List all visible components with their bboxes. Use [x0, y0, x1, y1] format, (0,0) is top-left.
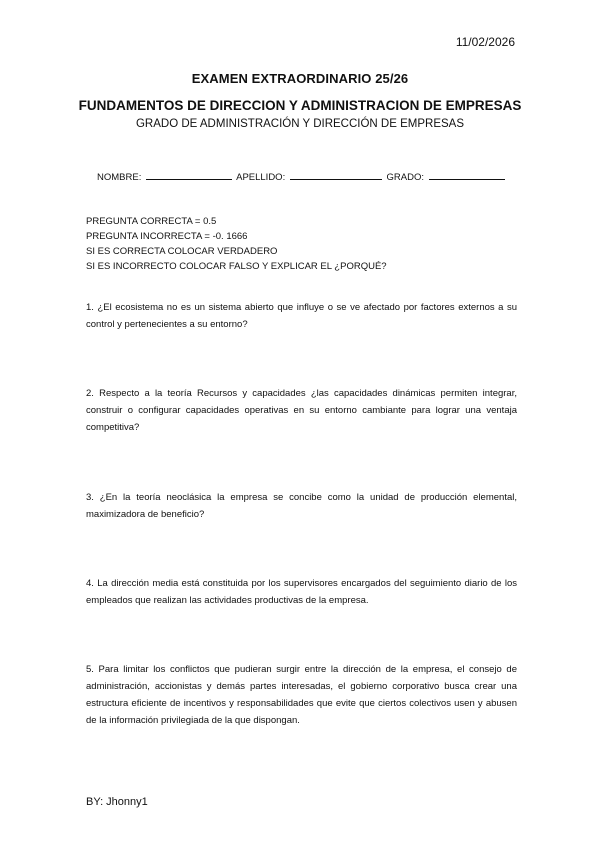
grade-blank[interactable]	[429, 170, 505, 180]
course-title: FUNDAMENTOS DE DIRECCION Y ADMINISTRACION DE EMPRESAS	[78, 98, 522, 113]
student-fields	[97, 170, 507, 183]
scoring-rules	[86, 214, 387, 274]
exam-date: 11/02/2026	[455, 35, 515, 49]
rule-incorrect: PREGUNTA INCORRECTA = -0. 1666	[86, 231, 248, 242]
degree-title: GRADO DE ADMINISTRACIÓN Y DIRECCIÓN DE EMPRESAS	[135, 118, 465, 130]
name-blank[interactable]	[146, 170, 232, 180]
name-label: NOMBRE:	[97, 172, 142, 183]
exam-title: EXAMEN EXTRAORDINARIO 25/26	[191, 71, 409, 86]
surname-blank[interactable]	[290, 170, 382, 180]
grade-label: GRADO:	[386, 172, 424, 183]
rule-correct: PREGUNTA CORRECTA = 0.5	[86, 216, 217, 227]
question-5: 5. Para limitar los conflictos que pudieran surgir entre la dirección de la empresa, el consejo de administración, accionistas y demás partes interesadas, el gobierno corporativo busca crear una estructura eficiente de incentivos y responsabilidades que evite que ciertos colectivos usen y abusen de la información privilegiada de la que dispongan.	[86, 664, 517, 726]
question-2: 2. Respecto a la teoría Recursos y capacidades ¿las capacidades dinámicas permiten integrar, construir o configurar capacidades operativas en su entorno cambiante para lograr una ventaja competitiva?	[86, 388, 517, 433]
surname-label: APELLIDO:	[236, 172, 286, 183]
author-credit: BY: Jhonny1	[86, 796, 148, 808]
question-4: 4. La dirección media está constituida por los supervisores encargados del seguimiento diario de los empleados que realizan las actividades productivas de la empresa.	[86, 578, 517, 606]
question-3: 3. ¿En la teoría neoclásica la empresa se concibe como la unidad de producción elemental, maximizadora de beneficio?	[86, 492, 517, 520]
question-1: 1. ¿El ecosistema no es un sistema abierto que influye o se ve afectado por factores externos a su control y pertenecientes a su entorno?	[86, 302, 517, 330]
rule-false: SI ES INCORRECTO COLOCAR FALSO Y EXPLICAR EL ¿PORQUÉ?	[86, 261, 387, 272]
rule-true: SI ES CORRECTA COLOCAR VERDADERO	[86, 246, 278, 257]
